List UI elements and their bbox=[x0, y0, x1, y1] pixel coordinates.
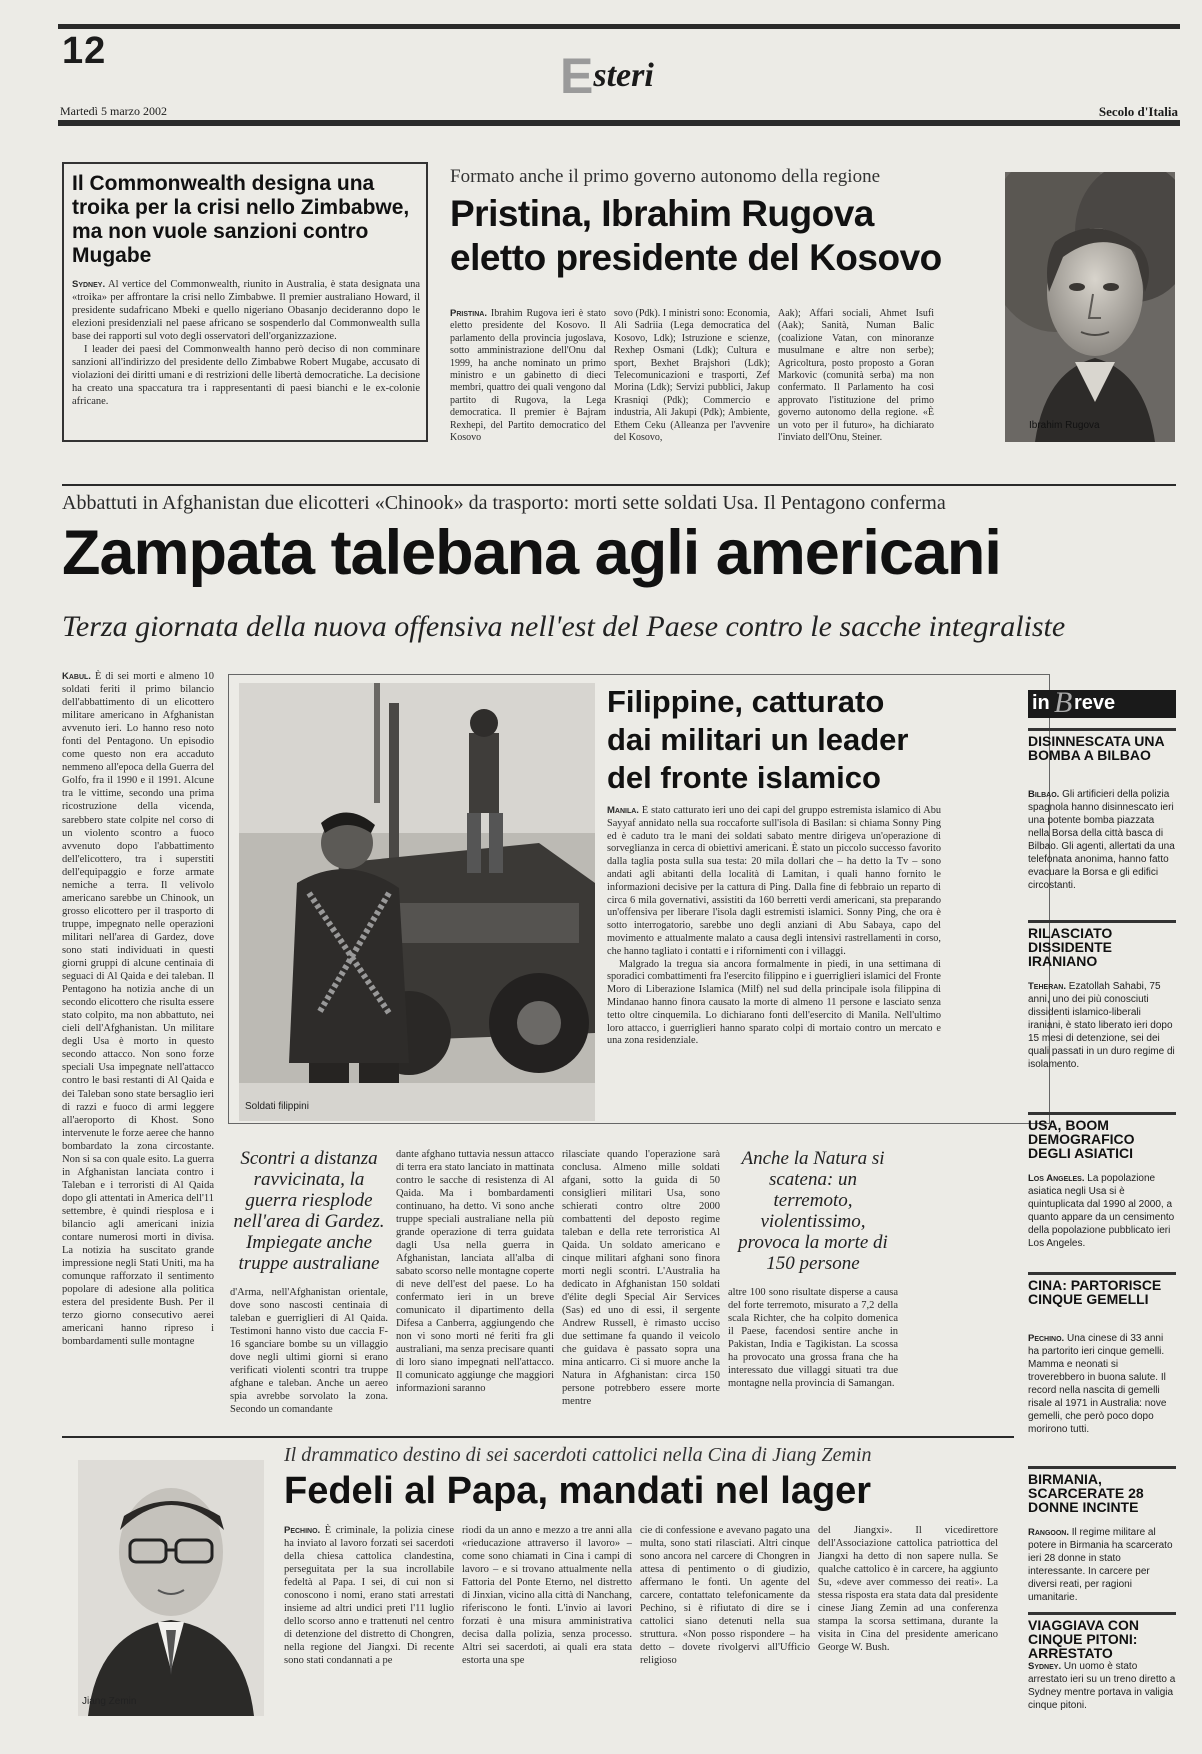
commonwealth-paragraph-1: Al vertice del Commonwealth, riunito in Australia, è stata designata una «troika» per affrontare la crisi nello Zimbabwe. Il premier australiano Howard, il presidente sudafricano Mbeki e quello nigeriano Obasanjo decideranno dopo le elezioni presidenziali nel paese africano se sospenderlo dal Commonwealth sulla base dei rapporti sul voto degli osservatori dell'organizzazione. bbox=[72, 279, 420, 342]
in-breve-rest: reve bbox=[1074, 692, 1116, 714]
rugova-caption: Ibrahim Rugova bbox=[1029, 420, 1100, 431]
in-breve-header bbox=[1028, 686, 1176, 719]
brief-1-text: Gli artificieri della polizia spagnola hanno disinnescato ieri una potente bomba piazzata nella Borsa della città basca di Bilbao. Gli agenti, allertati da una telefonata anonima, hanno fatto evacuare la Borsa e gli edifici circostanti. bbox=[1028, 789, 1175, 891]
afghanistan-column-3: dante afghano tuttavia nessun attacco di terra era stato lanciato in mattinata contro le sacche di resistenza di Al Qaida. Ma i bombardamenti continuano, ha detto. Vi sono anche truppe speciali australiane nella più grande operazione di terra guidata dagli Usa nella guerra in Afghanistan, lanciata all'alba di sabato scorso nelle montagne coperte di neve dell'est del paese. Lo ha confermato ieri in un breve comunicato il dipartimento della Difesa a Canberra, aggiungendo che non vi sono morti né feriti fra gli australiani, ma senza precisare quanti di loro siano impegnati nell'attacco. Il comunicato aggiunge che maggiori informazioni saranno bbox=[396, 1149, 554, 1394]
cina-kicker: Il drammatico destino di sei sacerdoti cattolici nella Cina di Jiang Zemin bbox=[284, 1444, 872, 1466]
brief-1-body bbox=[1028, 788, 1176, 916]
afghanistan-pull-quote-1: Scontri a distanza ravvicinata, la guerra riesplode nell'area di Gardez. Impiegate anche truppe australiane bbox=[233, 1148, 385, 1274]
kosovo-column-2: sovo (Pdk). I ministri sono: Economia, Ali Sadriia (Lega democratica del Kosovo, Ldk); Istruzione e scienze, Rexhep Osmani (Ldk); Cultura e sport, Bexhet Brajshori (Ldk); Telecomunicazioni e trasporti, Zef Morina (Ldk); Servizi pubblici, Jakup Krasniqi (Pdk); Commercio e industria, Ali Jakupi (Pdk); Ambiente, Ethem Ceku (Alleanza per l'avvenire del Kosovo, bbox=[614, 308, 770, 444]
afghanistan-top-rule bbox=[62, 484, 1176, 486]
commonwealth-title: Il Commonwealth designa una troika per la crisi nello Zimbabwe, ma non vuole sanzioni contro Mugabe bbox=[72, 172, 410, 267]
brief-3-bar bbox=[1028, 1112, 1176, 1115]
cina-top-rule bbox=[62, 1436, 1014, 1438]
commonwealth-paragraph-2: I leader dei paesi del Commonwealth hanno però deciso di non comminare sanzioni all'indirizzo del presidente dello Zimbabwe Robert Mugabe, accusato di violazioni dei diritti umani e di restrizioni delle libertà democratiche. La decisione ha creato una spaccatura tra i rappresentanti di paesi bianchi e le ex-colonie africane. bbox=[72, 344, 420, 407]
cina-column-4: del Jiangxi». Il vicedirettore dell'Associazione cattolica patriottica del Jiangxi ha detto di non sapere nulla. Se qualche cattolico è in carcere, ha aggiunto Su, «deve aver commesso dei reati». La stessa risposta era stata data dal presidente cinese Jiang Zemin ad una conferenza stampa la scorsa settimana, durante la visita in Cina del presidente americano George W. Bush. bbox=[818, 1525, 998, 1653]
section-name: steri bbox=[593, 57, 654, 94]
brief-4-title: CINA: PARTORISCE CINQUE GEMELLI bbox=[1028, 1277, 1162, 1307]
brief-5-bar bbox=[1028, 1466, 1176, 1469]
brief-1-bar bbox=[1028, 728, 1176, 731]
afghanistan-title: Zampata talebana agli americani bbox=[62, 518, 1001, 588]
commonwealth-article bbox=[62, 162, 428, 442]
filippine-dateline: Manila. bbox=[607, 805, 639, 816]
afghanistan-text-1: È di sei morti e almeno 10 soldati feriti il primo bilancio dell'abbattimento di un elicottero militare americano in Afghanistan avvenuto ieri. Lo hanno reso noto fonti del Pentagono. Un episodio come questo non era accaduto nemmeno all'epoca della Guerra del Golfo, fra il 1990 e il 1991. Alcune tra le vittime, secondo una prima ricostruzione della vicenda, sarebbero state colpite nel corso di un violento scontro a fuoco avvenuto dopo l'abbattimento dell'elicottero, tra i superstiti dell'equipaggio e forze armate nemiche a terra. Il velivolo americano sarebbe un Chinook, un grosso elicottero per il trasporto di truppe, impegnato nelle operazioni militari nell'area di Gardez, dove sono stati individuati in questi giorni gruppi di alcune centinaia di seguaci di Al Qaida e dei taleban. Il Pentagono ha notizia anche di un secondo elicottero che risulta essere stato colpito, ma non abbattuto, nei cieli dell'Afghanistan. Un militare degli Usa è morto in questo secondo attacco. Non sono forze speciali Usa impegnate nell'attacco contro le basi restanti di Al Qaida e dei Taleban sono state bersaglio ieri di razzi e fuoco di armi leggere all'aeroporto di Khost. Sono intervenute le forze aeree che hanno bombardato la zona circostante. Non si sa con quale esito. La guerra in Afghanistan lanciata contro i Taleban e i terroristi di Al Qaida dopo gli attentati in America dell'11 settembre, è quindi riesplosa e i bilancio agli americani inizia contare numerosi morti in divisa. La notizia ha suscitato grande impressione negli Stati Uniti, ma ha comunque rafforzato il sentimento popolare di adesione alla politica estera del presidente Bush. Per il terzo giorno consecutivo aerei americani hanno ripreso i bombardamenti sulle montagne bbox=[62, 671, 214, 1348]
rugova-photo bbox=[1005, 172, 1175, 442]
header-top-rule bbox=[58, 24, 1180, 29]
brief-6-title: VIAGGIAVA CON CINQUE PITONI: ARRESTATO bbox=[1028, 1617, 1139, 1661]
afghanistan-column-2: d'Arma, nell'Afghanistan orientale, dove sono nascosti centinaia di taleban e guerriglieri di Al Qaida. Testimoni hanno visto due caccia F-16 sganciare bombe su un villaggio dove negli ultimi giorni si erano verificati violenti scontri tra truppe afghane e taleban. Anche un aereo spia avrebbe sorvolato la zona. Secondo un comandante bbox=[230, 1287, 388, 1415]
section-title bbox=[560, 48, 654, 104]
brief-3-title: USA, BOOM DEMOGRAFICO DEGLI ASIATICI bbox=[1028, 1117, 1135, 1161]
filippine-paragraph-1: È stato catturato ieri uno dei capi del gruppo estremista islamico di Abu Sayyaf annidato nella sua roccaforte sull'isola di Basilan: si chiama Sonny Ping ed è caduto tra le mani dei soldati sabato mentre dirigeva un'operazione di sorveglianza in cerca di obiettivi americani. È stato un piccolo successo favorito dalla taglia posta sulla sua testa: 20 mila dollari che – ha detto la Tv – sono andati agli abitanti della località di Lamitan, i quali hanno fornito le informazioni decisive per la cattura di Ping. Dalla fine di febbraio un reparto di circa 6 mila governativi, assistiti da 160 berretti verdi americani, sta preparando un'offensiva per liberare l'isola dagli estremisti islamici. Sonny Ping, che ora è sotto interrogatorio, sarebbe uno degli anziani di Abu Sabaya, capo del movimento e attualmente malato a causa degli intensivi rastrellamenti in corso, che hanno tagliato i contatti e i rifornimenti con i villaggi. bbox=[607, 805, 941, 957]
brief-6-text: Un uomo è stato arrestato ieri su un treno diretto a Sydney mentre portava in valigia cinque pitoni. bbox=[1028, 1661, 1176, 1711]
brief-2-text: Ezatollah Sahabi, 75 anni, uno dei più conosciuti dissidenti islamico-liberali iraniani, è stato liberato ieri dopo 15 mesi di detenzione, sei dei quali passati in un duro regime di isolamento. bbox=[1028, 981, 1175, 1070]
newspaper-page bbox=[58, 12, 1180, 1742]
section-initial: E bbox=[560, 48, 594, 104]
brief-6-body bbox=[1028, 1660, 1176, 1716]
filippine-article bbox=[228, 674, 1050, 1124]
brief-5-dateline: Rangoon. bbox=[1028, 1527, 1069, 1538]
filippine-caption: Soldati filippini bbox=[245, 1101, 309, 1112]
cina-column-3: cie di confessione e avevano pagato una multa, sono stati rilasciati. Altri cinque sono ancora nel carcere di Chongren in attesa di pentimento o di giudizio, affermano le fonti. Un agente del carcere, contattato telefonicamente da Pechino, si è rifiutato di dire se i cattolici siano detenuti nella sua struttura. «Non posso rispondere – ha detto – dovete rivolgervi all'Ufficio religioso bbox=[640, 1525, 810, 1666]
in-breve-b: B bbox=[1054, 686, 1073, 719]
kosovo-column-1 bbox=[450, 308, 606, 450]
brief-3-dateline: Los Angeles. bbox=[1028, 1173, 1085, 1184]
in-breve-in: in bbox=[1032, 692, 1050, 714]
afghanistan-column-1 bbox=[62, 670, 214, 1570]
kosovo-kicker: Formato anche il primo governo autonomo della regione bbox=[450, 166, 881, 187]
kosovo-title: Pristina, Ibrahim Rugova eletto presidente del Kosovo bbox=[450, 193, 942, 278]
cina-column-2: riodi da un anno e mezzo a tre anni alla «rieducazione attraverso il lavoro» – come sono chiamati in Cina i campi di lavoro – e si trovano attualmente nella Fattoria del Ponte Eterno, nel distretto di Jinxian, vicino alla città di Nanchang, riferiscono le fonti. L'invio ai lavori forzati è una misura amministrativa decisa dalla polizia, senza processo. Altri sei sacerdoti, ai quali era stata estorta una spe bbox=[462, 1525, 632, 1666]
afghanistan-column-5: altre 100 sono risultate disperse a causa del forte terremoto, misurato a 7,2 della scala Richter, che ha colpito domenica il Paese, facendosi sentire anche in Pakistan, India e Tagikistan. La scossa ha provocato una grossa frana che ha interessato due villaggi situati tra due montagne nella provincia di Samangan. bbox=[728, 1287, 898, 1389]
filippine-paragraph-2: Malgrado la tregua sia ancora formalmente in piedi, in una settimana di sporadici combattimenti fra l'esercito filippino e i guerriglieri islamici del Fronte Moro di Liberazione Islamica (Milf) nel sud della principale isola filippina di Mindanao hanno finora causato la morte di almeno 11 persone e lasciato senza tetto oltre cinquemila. Lo dichiarano fonti dell'esercito di Manila. Nell'ultimo loro attacco, i guerriglieri hanno sparato colpi di mortaio contro un mercato e una zona residenziale. bbox=[607, 958, 941, 1047]
brief-4-text: Una cinese di 33 anni ha partorito ieri cinque gemelli. Mamma e neonati si troverebbero in buona salute. Il record nella nascita di gemelli risale al 1971 in Australia: nove gemelli, che però poco dopo morirono tutti. bbox=[1028, 1333, 1167, 1435]
brief-3-body bbox=[1028, 1172, 1176, 1268]
brief-2-title: RILASCIATO DISSIDENTE IRANIANO bbox=[1028, 925, 1113, 969]
afghanistan-kicker: Abbattuti in Afghanistan due elicotteri «Chinook» da trasporto: morti sette soldati Usa. Il Pentagono conferma bbox=[62, 492, 946, 514]
kosovo-text-1: Ibrahim Rugova ieri è stato eletto presidente del Kosovo. Il parlamento della provincia jugoslava, sotto amministrazione dell'Onu dal 1999, ha anche nominato un primo ministro e un gabinetto di dieci membri, quattro dei quali vengono dal partito di Rugova, la Lega democratica. Il premier è Bajram Rexhepi, del Partito democratico del Kosovo bbox=[450, 308, 606, 444]
brief-1-dateline: Bilbao. bbox=[1028, 789, 1060, 800]
newspaper-name: Secolo d'Italia bbox=[1098, 104, 1178, 119]
brief-5-text: Il regime militare al potere in Birmania ha scarcerato ieri 28 donne in stato interessante. In carcere per diversi reati, per ragioni umanitarie. bbox=[1028, 1527, 1173, 1603]
brief-5-title: BIRMANIA, SCARCERATE 28 DONNE INCINTE bbox=[1028, 1471, 1144, 1515]
afghanistan-pull-quote-2: Anche la Natura si scatena: un terremoto, violentissimo, provoca la morte di 150 persone bbox=[738, 1148, 888, 1274]
afghanistan-subtitle: Terza giornata della nuova offensiva nell'est del Paese contro le sacche integraliste bbox=[62, 610, 1066, 643]
brief-2-body bbox=[1028, 980, 1176, 1114]
brief-3-text: La popolazione asiatica negli Usa si è quintuplicata dal 1990 al 2000, a quanto appare da un censimento della popolazione pubblicato ieri Los Angeles. bbox=[1028, 1173, 1175, 1249]
cina-title: Fedeli al Papa, mandati nel lager bbox=[284, 1470, 872, 1512]
filippine-title: Filippine, catturato dai militari un leader del fronte islamico bbox=[607, 684, 909, 795]
cina-text-1: È criminale, la polizia cinese ha inviato al lavoro forzati sei sacerdoti della chiesa cattolica clandestina, perseguitata per la sua incrollabile fedeltà al Papa. I sei, di cui non si conoscono i nomi, erano stati arrestati insieme ad altri undici preti l'11 luglio dello scorso anno e trattenuti nel centro di detenzione del distretto di Chongren, nella regione del Jiangxi. Di recente sono stati condannati a pe bbox=[284, 1525, 454, 1666]
kosovo-dateline: Pristina. bbox=[450, 308, 487, 319]
page-number: 12 bbox=[62, 30, 107, 72]
kosovo-column-3: Aak); Affari sociali, Ahmet Isufi (Aak); Sanità, Numan Balic (coalizione Vatan, con minoranze musulmane e altre non serbe); Agricoltura, posto proposto a Goran Markovic (comunità serba) ma non confermato. Il Parlamento ha così approvato l'istituzione del primo governo autonomo della regione. «È un voto per il futuro», ha dichiarato l'inviato dell'Onu, Steiner. bbox=[778, 308, 934, 444]
brief-6-bar bbox=[1028, 1612, 1176, 1615]
filippine-body bbox=[607, 805, 941, 1119]
brief-1-title: DISINNESCATA UNA BOMBA A BILBAO bbox=[1028, 733, 1165, 763]
commonwealth-body bbox=[72, 278, 420, 436]
brief-4-bar bbox=[1028, 1272, 1176, 1275]
jiang-zemin-caption: Jiang Zemin bbox=[82, 1696, 137, 1707]
header-bottom-rule bbox=[58, 120, 1180, 126]
brief-5-body bbox=[1028, 1526, 1176, 1608]
cina-dateline: Pechino. bbox=[284, 1525, 321, 1536]
filippine-photo bbox=[239, 683, 595, 1121]
afghanistan-dateline: Kabul. bbox=[62, 671, 91, 682]
brief-2-bar bbox=[1028, 920, 1176, 923]
brief-4-dateline: Pechino. bbox=[1028, 1333, 1065, 1344]
brief-6-dateline: Sydney. bbox=[1028, 1661, 1062, 1672]
cina-column-1 bbox=[284, 1524, 454, 1714]
brief-4-body bbox=[1028, 1332, 1176, 1462]
commonwealth-dateline: Sydney. bbox=[72, 279, 106, 290]
afghanistan-column-4: rilasciate quando l'operazione sarà conclusa. Almeno mille soldati afgani, sotto la guida di 50 consiglieri militari Usa, sono schierati contro oltre 2000 combattenti del deposto regime taleban e della rete terroristica Al Qaida. Un soldato americano e cinque militari afghani sono finora morti negli scontri. L'Australia ha dedicato in Afghanistan 150 soldati d'élite degli Special Air Services (Sas) ed uno di essi, il sergente Andrew Russell, è rimasto ucciso due settimane fa quando il veicolo che guidava è passato sopra una mina anticarro. Ci si muore anche la Natura in Afghanistan: circa 150 persone potrebbero essere morte mentre bbox=[562, 1149, 720, 1407]
jiang-zemin-photo bbox=[78, 1460, 264, 1716]
issue-date: Martedì 5 marzo 2002 bbox=[60, 104, 167, 118]
brief-2-dateline: Teheran. bbox=[1028, 981, 1067, 992]
